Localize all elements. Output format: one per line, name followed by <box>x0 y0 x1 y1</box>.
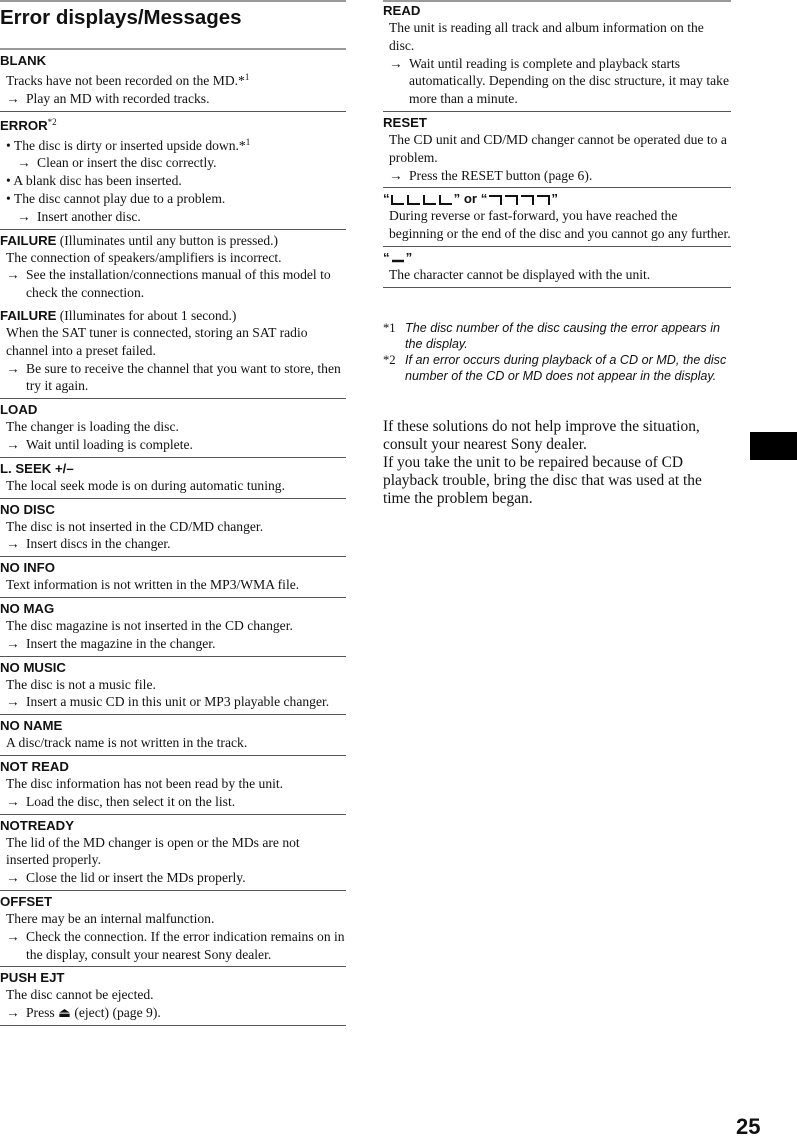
line-text: The unit is reading all track and album information on the disc. <box>389 20 704 53</box>
cause-line <box>0 734 346 752</box>
cause-line <box>0 518 346 536</box>
segment-bottom-icon <box>438 194 454 206</box>
page-title: Error displays/Messages <box>0 6 242 29</box>
remedy-line <box>0 436 346 454</box>
message-code <box>0 600 346 617</box>
arrow-icon: → <box>6 928 20 944</box>
segment-top-icon <box>519 194 535 206</box>
bullet-line <box>0 172 346 190</box>
cause-line <box>0 69 346 90</box>
line-text: Tracks have not been recorded on the MD.* <box>6 73 245 88</box>
message-code-text: NO DISC <box>0 501 55 517</box>
line-text: There may be an internal malfunction. <box>6 910 215 926</box>
message-entry <box>0 598 346 657</box>
message-code-text: READ <box>383 3 421 18</box>
message-entry <box>0 891 346 967</box>
footnotes <box>383 320 731 384</box>
bullet-icon: • <box>6 173 14 189</box>
line-text: Insert the magazine in the changer. <box>26 635 216 651</box>
line-text: A blank disc has been inserted. <box>13 173 182 189</box>
footnote <box>383 320 731 352</box>
message-note: (Illuminates for about 1 second.) <box>56 307 237 323</box>
cause-line <box>383 19 731 55</box>
bullet-icon: • <box>6 190 14 206</box>
page-number: 25 <box>736 1114 761 1139</box>
line-text: The disc cannot be ejected. <box>6 987 154 1003</box>
line-text: The disc is not inserted in the CD/MD changer. <box>6 518 264 534</box>
arrow-icon: → <box>6 635 20 651</box>
segment-top-icon <box>487 194 503 206</box>
cause-line <box>0 477 346 495</box>
message-code <box>0 893 346 910</box>
line-text: The disc magazine is not inserted in the CD changer. <box>6 617 293 633</box>
footnote-ref: *2 <box>47 116 57 127</box>
message-code <box>0 114 346 134</box>
line-text: The disc is not a music file. <box>6 676 156 692</box>
footnote <box>383 352 731 384</box>
message-entry <box>0 499 346 558</box>
remedy-line <box>0 869 346 887</box>
arrow-icon: → <box>17 208 31 224</box>
message-entry <box>0 112 346 230</box>
footnote-ref: 1 <box>244 72 250 82</box>
message-entry <box>0 967 346 1026</box>
line-text: Play an MD with recorded tracks. <box>26 90 210 106</box>
message-entry <box>383 188 731 247</box>
message-code-text: L. SEEK +/– <box>0 460 74 476</box>
dash-segment-icon <box>390 252 406 264</box>
message-code <box>0 460 346 477</box>
message-entry <box>0 230 346 305</box>
message-code-text: NO MAG <box>0 600 55 616</box>
message-entry <box>0 399 346 458</box>
closing-paragraph: If these solutions do not help improve the situation, consult your nearest Sony dealer. <box>383 418 700 453</box>
line-text: A disc/track name is not written in the track. <box>6 735 248 751</box>
message-code <box>383 114 731 131</box>
line-text: Check the connection. If the error indication remains on in the display, consult your nearest Sony dealer. <box>26 928 345 962</box>
message-code <box>383 2 731 19</box>
line-text: The connection of speakers/amplifiers is incorrect. <box>6 249 282 265</box>
or-text: or <box>463 191 478 207</box>
line-text: Wait until loading is complete. <box>26 436 193 452</box>
arrow-icon: → <box>389 167 403 183</box>
message-code-text: OFFSET <box>0 893 53 909</box>
segment-bottom-icon <box>406 194 422 206</box>
line-text: Clean or insert the disc correctly. <box>37 155 217 171</box>
arrow-icon: → <box>6 694 20 710</box>
footnote-text: The disc number of the disc causing the error appears in the display. <box>405 321 721 351</box>
bullet-icon: • <box>6 137 14 153</box>
remedy-line <box>0 635 346 653</box>
footnote-text: If an error occurs during playback of a CD or MD, the disc number of the CD or MD does not appear in the display. <box>405 353 727 383</box>
line-text: The disc cannot play due to a problem. <box>13 190 226 206</box>
line-text: The CD unit and CD/MD changer cannot be operated due to a problem. <box>389 131 727 165</box>
line-text: Press the RESET button (page 6). <box>409 167 593 183</box>
message-code-text: NO NAME <box>0 718 63 734</box>
line-text: Insert discs in the changer. <box>26 536 171 552</box>
line-text: During reverse or fast-forward, you have reached the beginning or the end of the disc and you cannot go any further. <box>389 208 731 242</box>
cause-line <box>0 576 346 594</box>
line-text: Insert a music CD in this unit or MP3 playable changer. <box>26 694 330 710</box>
cause-line <box>0 418 346 436</box>
remedy-line <box>0 535 346 553</box>
message-code <box>0 969 346 986</box>
message-code-text: NO MUSIC <box>0 659 66 675</box>
remedy-line <box>0 154 346 172</box>
message-code-text: RESET <box>383 114 427 130</box>
line-text: The local seek mode is on during automatic tuning. <box>6 477 285 493</box>
segment-top-icon <box>535 194 551 206</box>
line-text: Text information is not written in the MP3/WMA file. <box>6 577 300 593</box>
segment-bottom-icon <box>390 194 406 206</box>
cause-line <box>0 986 346 1004</box>
remedy-line <box>0 360 346 396</box>
message-code-text: BLANK <box>0 53 47 68</box>
message-entry <box>0 50 346 112</box>
arrow-icon: → <box>6 267 20 283</box>
arrow-icon: → <box>6 536 20 552</box>
cause-line <box>383 207 731 243</box>
cause-line <box>0 324 346 360</box>
cause-line <box>0 617 346 635</box>
message-code-text: NO INFO <box>0 560 55 576</box>
message-code <box>0 717 346 734</box>
message-code-text: ERROR <box>0 117 48 133</box>
arrow-icon: → <box>6 1005 20 1021</box>
message-entry <box>0 557 346 598</box>
closing-advice <box>383 418 731 508</box>
left-column <box>0 50 346 1026</box>
message-code-text: FAILURE <box>0 232 57 248</box>
arrow-icon: → <box>6 90 20 106</box>
arrow-icon: → <box>6 870 20 886</box>
arrow-icon: → <box>6 360 20 376</box>
message-code <box>0 52 346 69</box>
cause-line <box>0 910 346 928</box>
closing-paragraph: If you take the unit to be repaired because of CD playback trouble, bring the disc that was used at the time the problem began. <box>383 454 702 507</box>
message-code <box>0 501 346 518</box>
section-tab-marker <box>750 432 797 460</box>
message-code <box>0 232 346 249</box>
message-code-text: NOT READ <box>0 758 69 774</box>
line-text: The changer is loading the disc. <box>6 419 179 435</box>
line-text: Load the disc, then select it on the list. <box>26 793 236 809</box>
segment-top-icon <box>503 194 519 206</box>
message-code-text: PUSH EJT <box>0 970 65 986</box>
message-code <box>0 401 346 418</box>
segment-bottom-icon <box>422 194 438 206</box>
line-text: Press ⏏ (eject) (page 9). <box>26 1005 161 1021</box>
message-code <box>0 659 346 676</box>
message-code <box>0 307 346 324</box>
message-code <box>0 758 346 775</box>
remedy-line <box>0 928 346 964</box>
message-code: “ ” or “ ” <box>383 191 558 207</box>
message-entry <box>0 458 346 499</box>
arrow-icon: → <box>6 793 20 809</box>
arrow-icon: → <box>6 436 20 452</box>
cause-line <box>0 676 346 694</box>
message-code-text: FAILURE <box>0 307 57 323</box>
message-entry <box>0 657 346 716</box>
remedy-line <box>0 90 346 108</box>
line-text: Be sure to receive the channel that you want to store, then try it again. <box>26 360 341 394</box>
remedy-line <box>0 693 346 711</box>
line-text: The disc information has not been read by the unit. <box>6 775 284 791</box>
cause-line <box>383 131 731 167</box>
cause-line <box>0 775 346 793</box>
bullet-line <box>0 190 346 208</box>
footnote-mark: *1 <box>383 321 396 335</box>
arrow-icon: → <box>17 155 31 171</box>
line-text: The disc is dirty or inserted upside down.* <box>13 137 246 153</box>
message-code-text: NOTREADY <box>0 817 74 833</box>
cause-line <box>0 834 346 870</box>
right-column <box>383 0 731 288</box>
line-text: Insert another disc. <box>37 208 141 224</box>
cause-line <box>0 249 346 267</box>
remedy-line <box>0 208 346 226</box>
remedy-line <box>383 167 731 185</box>
arrow-icon: → <box>389 55 403 71</box>
remedy-line <box>0 793 346 811</box>
line-text: The lid of the MD changer is open or the MDs are not inserted properly. <box>6 834 300 868</box>
title-top-rule <box>0 0 346 2</box>
line-text: When the SAT tuner is connected, storing an SAT radio channel into a preset failed. <box>6 324 308 358</box>
message-note: (Illuminates until any button is pressed.) <box>56 232 279 248</box>
line-text: The character cannot be displayed with the unit. <box>389 266 651 282</box>
message-code <box>0 817 346 834</box>
remedy-line <box>0 266 346 302</box>
cause-line <box>383 266 731 284</box>
message-entry <box>383 112 731 188</box>
message-entry <box>0 756 346 815</box>
footnote-mark: *2 <box>383 353 396 367</box>
message-code: “ ” <box>383 249 413 265</box>
message-entry <box>383 247 731 288</box>
message-entry <box>0 305 346 399</box>
line-text: Wait until reading is complete and playback starts automatically. Depending on the disc structure, it may take more than a minute. <box>409 55 729 107</box>
remedy-line <box>0 1004 346 1022</box>
message-entry <box>383 0 731 112</box>
message-code-text: LOAD <box>0 402 38 418</box>
remedy-line <box>383 55 731 108</box>
bullet-line <box>0 134 346 155</box>
message-entry <box>0 715 346 756</box>
footnote-ref: 1 <box>245 136 251 147</box>
message-entry <box>0 815 346 891</box>
line-text: See the installation/connections manual of this model to check the connection. <box>26 267 331 301</box>
message-code <box>0 559 346 576</box>
line-text: Close the lid or insert the MDs properly. <box>26 870 246 886</box>
